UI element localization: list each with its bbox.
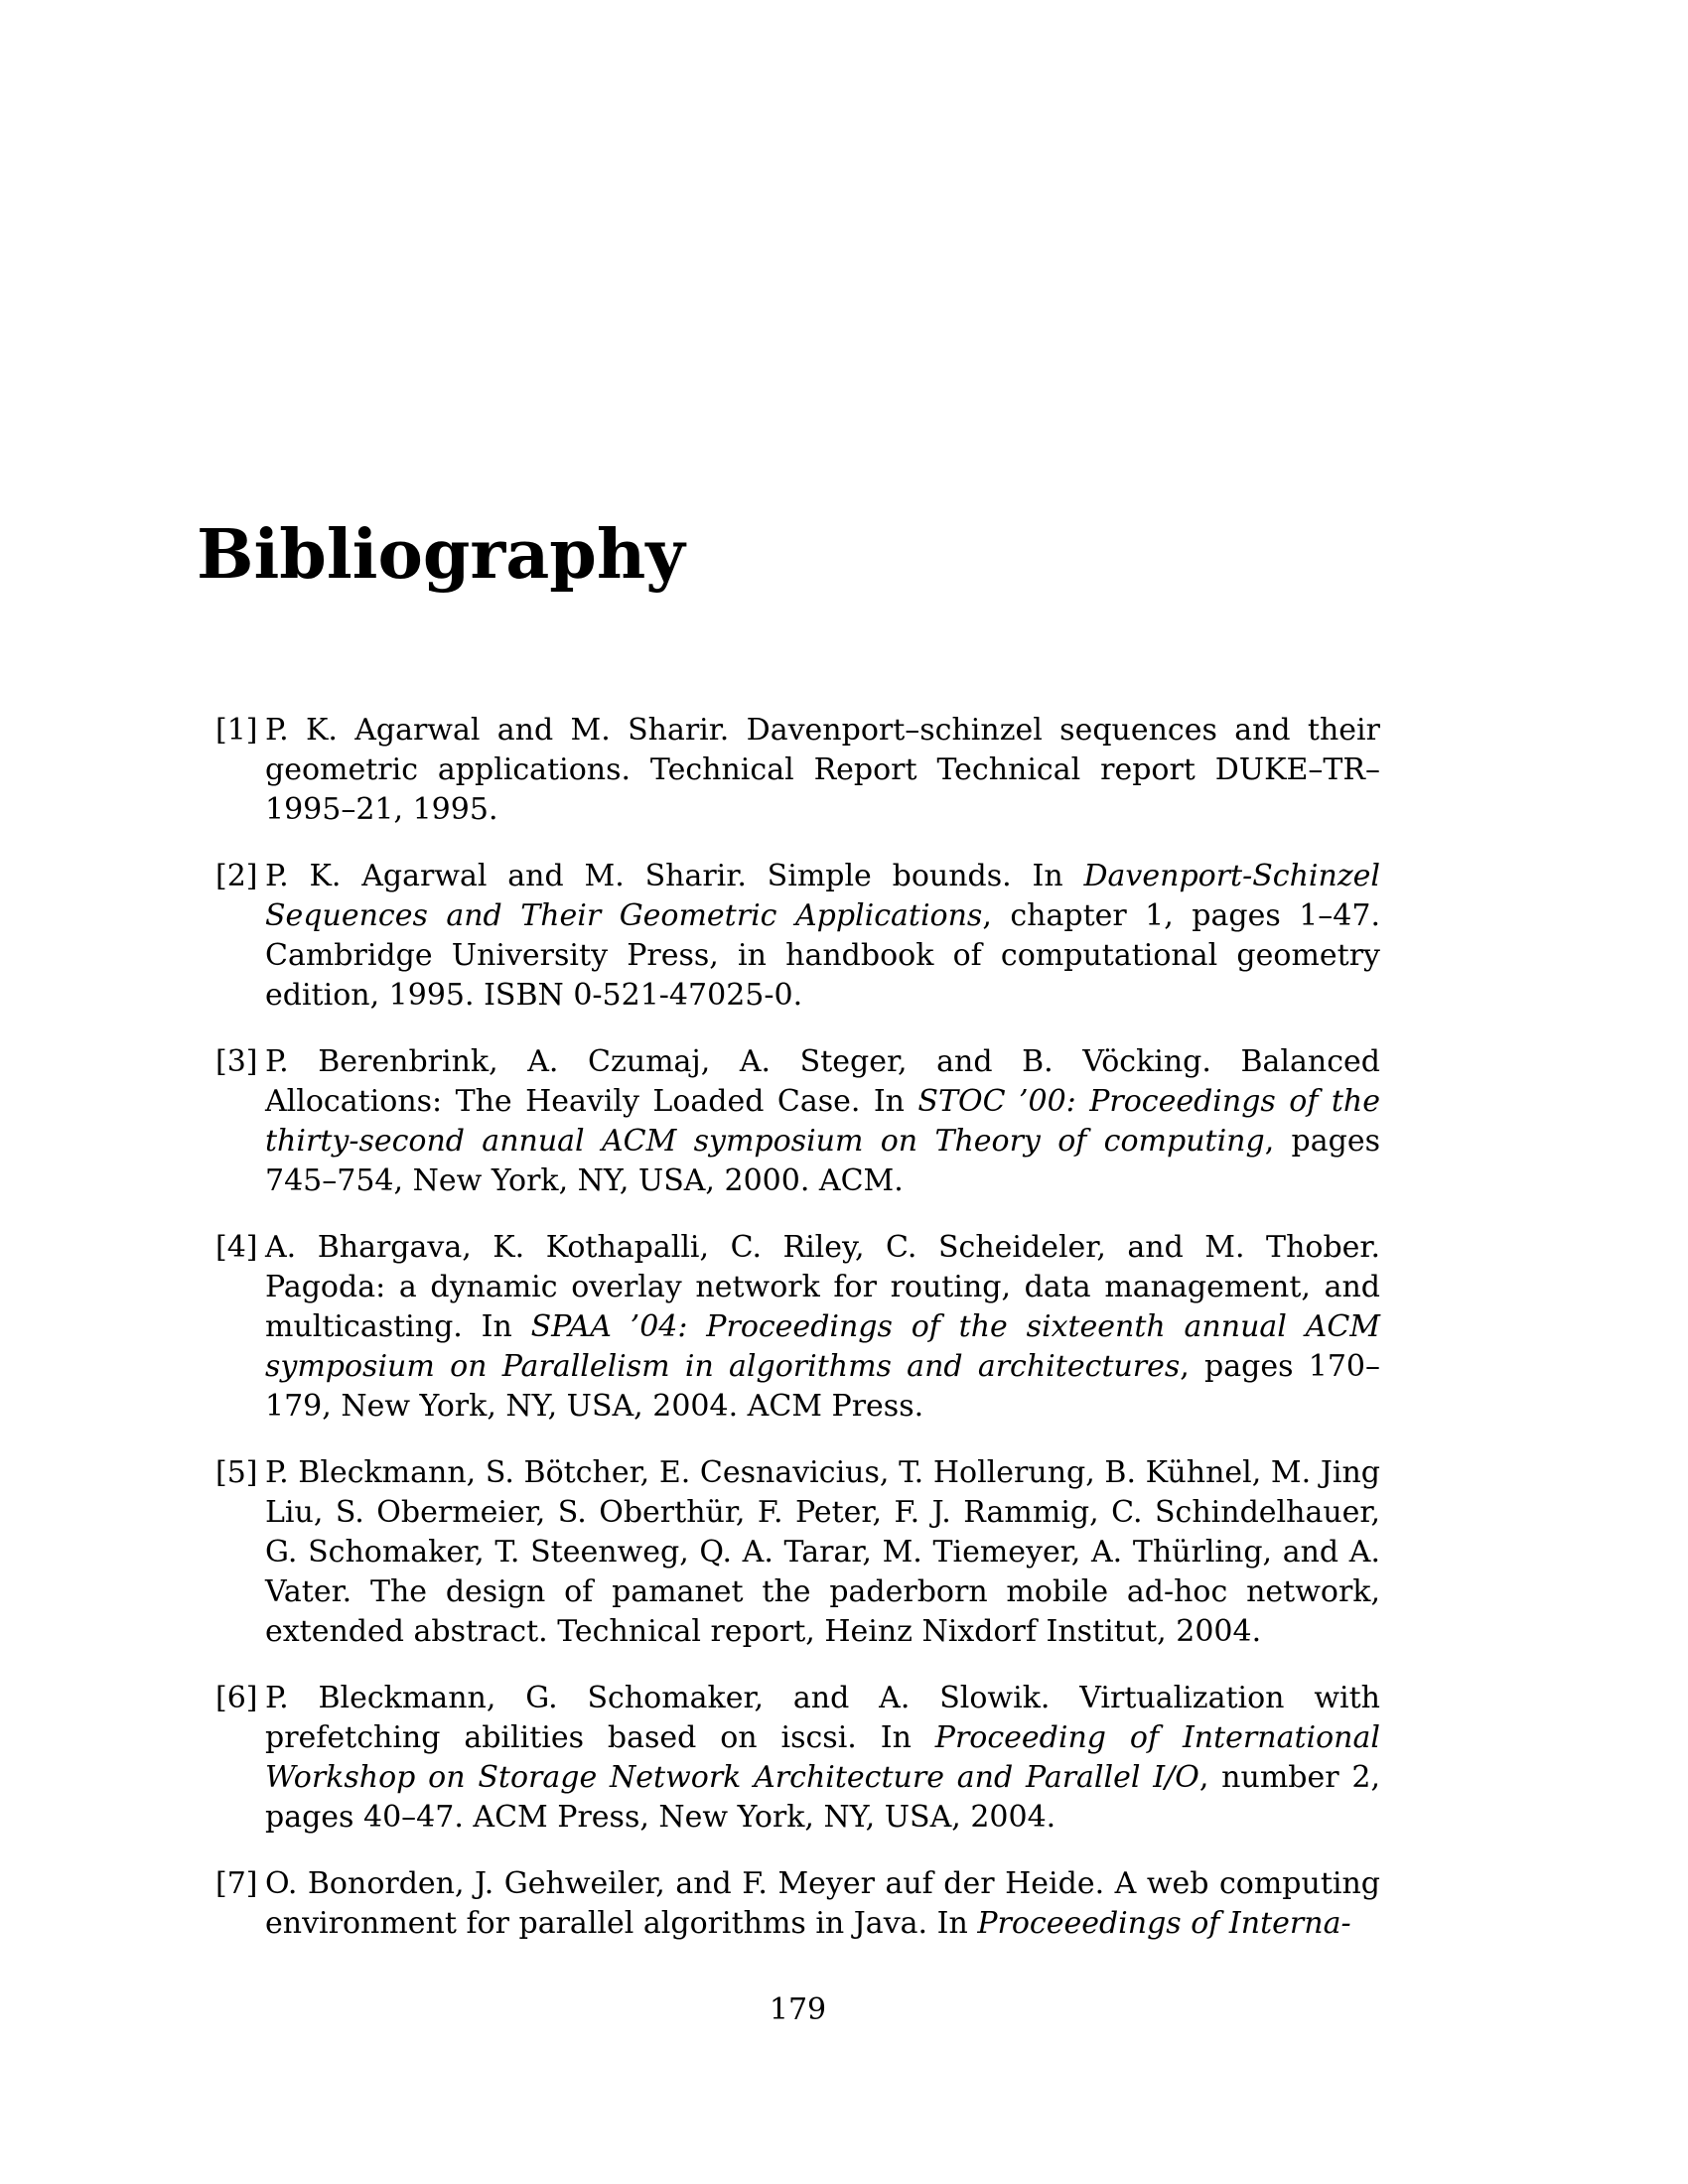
entry-text — [265, 857, 1380, 1016]
entry-text-normal: P. Berenbrink, A. Czumaj, A. Steger, and B. Vöcking. Balanced Allocations: The Heavily Loaded Case. In — [265, 1044, 1380, 1119]
bibliography-entry — [215, 1679, 1380, 1838]
entry-text-italic: Proceeedings of Interna- — [977, 1906, 1351, 1941]
entry-text-italic: Proceeding of International Workshop on Storage Network Architecture and Parallel I/O — [265, 1720, 1380, 1795]
entry-text — [265, 711, 1380, 830]
page-number: 179 — [769, 1992, 827, 2027]
entry-text-normal: , pages 745–754, New York, NY, USA, 2000. ACM. — [265, 1124, 1380, 1198]
entry-text-italic: STOC ’00: Proceedings of the thirty-second annual ACM symposium on Theory of computing — [265, 1084, 1380, 1159]
entry-label: [7] — [215, 1866, 258, 1901]
entry-text-normal: , pages 170–179, New York, NY, USA, 2004. ACM Press. — [265, 1349, 1380, 1424]
bibliography-entry — [215, 1453, 1380, 1652]
entry-text-normal: O. Bonorden, J. Gehweiler, and F. Meyer auf der Heide. A web computing environment for parallel algorithms in Java. In — [265, 1866, 1380, 1941]
entry-label: [4] — [215, 1230, 258, 1265]
entry-text-italic: SPAA ’04: Proceedings of the sixteenth annual ACM symposium on Parallelism in algorithms and architectures — [265, 1309, 1380, 1384]
bibliography-entry — [215, 857, 1380, 1016]
entry-text — [265, 1228, 1380, 1427]
entry-label: [3] — [215, 1044, 258, 1079]
entry-text-normal: P. Bleckmann, S. Bötcher, E. Cesnavicius, T. Hollerung, B. Kühnel, M. Jing Liu, S. Obermeier, S. Oberthür, F. Peter, F. J. Rammig, C. Schindelhauer, G. Schomaker, T. Steenweg, Q. A. Tarar, M. Tiemeyer, A. Thürling, and A. Vater. The design of pamanet the paderborn mobile ad-hoc network, extended abstract. Technical report, Heinz Nixdorf Institut, 2004. — [265, 1455, 1380, 1649]
entry-text-normal: , number 2, pages 40–47. ACM Press, New York, NY, USA, 2004. — [265, 1760, 1380, 1835]
bibliography-entry — [215, 711, 1380, 830]
bibliography-entry — [215, 1864, 1380, 1944]
entry-label: [1] — [215, 713, 258, 748]
bibliography-entry — [215, 1042, 1380, 1201]
chapter-title: Bibliography — [197, 515, 685, 595]
entry-text — [265, 1679, 1380, 1838]
bibliography-entry — [215, 1228, 1380, 1427]
entry-text — [265, 1453, 1380, 1652]
bibliography-list — [215, 711, 1380, 1971]
entry-text-normal: , chapter 1, pages 1–47. Cambridge University Press, in handbook of computational geometry edition, 1995. ISBN 0-521-47025-0. — [265, 898, 1380, 1013]
entry-text — [265, 1864, 1380, 1944]
entry-text — [265, 1042, 1380, 1201]
entry-label: [6] — [215, 1681, 258, 1715]
entry-text-normal: P. K. Agarwal and M. Sharir. Simple bounds. In — [265, 859, 1084, 893]
entry-text-normal: P. K. Agarwal and M. Sharir. Davenport–schinzel sequences and their geometric applications. Technical Report Technical report DUKE–TR–1995–21, 1995. — [265, 713, 1380, 827]
entry-text-normal: A. Bhargava, K. Kothapalli, C. Riley, C. Scheideler, and M. Thober. Pagoda: a dynamic overlay network for routing, data management, and multicasting. In — [265, 1230, 1380, 1344]
entry-text-normal: P. Bleckmann, G. Schomaker, and A. Slowik. Virtualization with prefetching abilities based on iscsi. In — [265, 1681, 1380, 1755]
entry-text-italic: Davenport-Schinzel Sequences and Their Geometric Applications — [265, 859, 1380, 933]
entry-label: [2] — [215, 859, 258, 893]
entry-label: [5] — [215, 1455, 258, 1490]
